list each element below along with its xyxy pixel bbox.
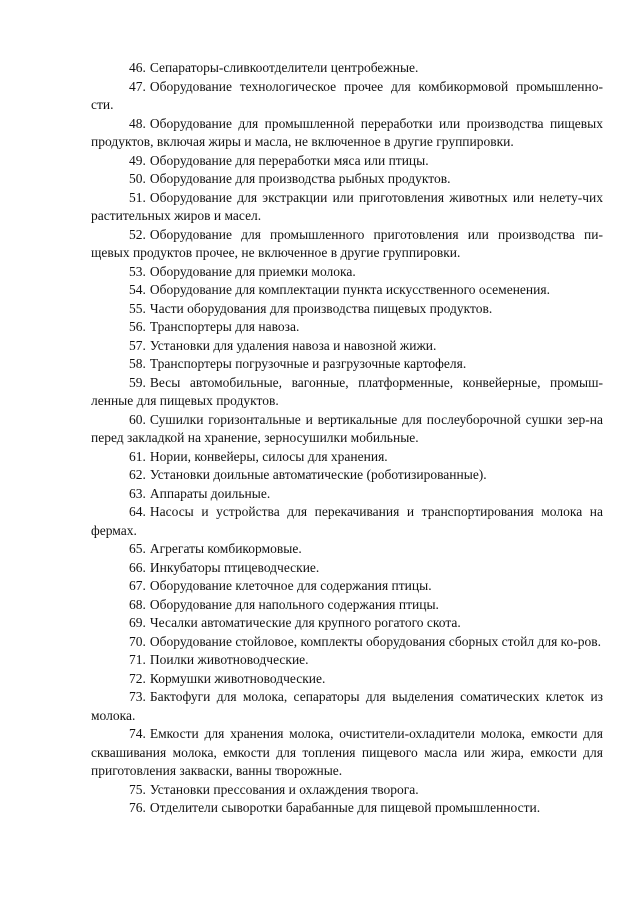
list-item — [91, 614, 603, 633]
item-text: Оборудование для переработки мяса или птицы. — [149, 152, 429, 168]
list-item — [91, 688, 603, 725]
item-number: 55. — [129, 300, 146, 316]
item-text: Кормушки животноводческие. — [149, 670, 326, 686]
item-number: 46. — [129, 60, 146, 75]
item-text: Оборудование технологическое прочее для комбикормовой промышленно-сти. — [91, 78, 603, 112]
list-item — [91, 448, 603, 467]
list-item — [91, 559, 603, 578]
item-text: Установки для удаления навоза и навозной жижи. — [149, 337, 437, 353]
item-text: Оборудование для приемки молока. — [149, 263, 356, 279]
list-item — [91, 318, 603, 337]
item-text: Емкости для хранения молока, очистители-охладители молока, емкости для сквашивания молока, емкости для топления пищевого масла или жира, емкости для приготовления закваски, ванны творожные. — [91, 726, 603, 778]
item-text: Инкубаторы птицеводческие. — [149, 559, 320, 575]
item-text: Установки доильные автоматические (роботизированные). — [149, 467, 487, 482]
item-number: 57. — [129, 337, 146, 353]
item-number: 67. — [129, 578, 146, 593]
list-item — [91, 799, 603, 818]
list-item — [91, 281, 603, 300]
list-item — [91, 411, 603, 448]
list-item — [91, 78, 603, 115]
item-text: Установки прессования и охлаждения творога. — [149, 781, 419, 797]
list-item — [91, 374, 603, 411]
item-number: 52. — [129, 226, 146, 242]
item-text: Отделители сыворотки барабанные для пищевой промышленности. — [149, 800, 541, 815]
list-item — [91, 115, 603, 152]
item-text: Оборудование для промышленной переработки или производства пищевых продуктов, включая жиры и масла, не включенное в другие группировки. — [91, 115, 603, 149]
item-number: 60. — [129, 411, 146, 427]
document-page — [91, 59, 603, 818]
item-text: Нории, конвейеры, силосы для хранения. — [149, 448, 388, 464]
item-number: 53. — [129, 263, 146, 279]
list-item — [91, 337, 603, 356]
item-text: Чесалки автоматические для крупного рогатого скота. — [149, 615, 461, 630]
list-item — [91, 540, 603, 559]
list-item — [91, 466, 603, 485]
item-text: Оборудование клеточное для содержания птицы. — [149, 578, 432, 593]
list-item — [91, 596, 603, 615]
item-text: Поилки животноводческие. — [149, 652, 309, 667]
item-number: 48. — [129, 115, 146, 131]
item-text: Части оборудования для производства пищевых продуктов. — [149, 300, 493, 316]
item-number: 69. — [129, 615, 146, 630]
item-number: 64. — [129, 504, 146, 519]
list-item — [91, 355, 603, 374]
item-text: Транспортеры погрузочные и разгрузочные картофеля. — [149, 356, 467, 371]
item-text: Агрегаты комбикормовые. — [149, 541, 302, 556]
item-text: Аппараты доильные. — [149, 485, 271, 501]
list-item — [91, 633, 603, 652]
item-number: 75. — [129, 781, 146, 797]
list-item — [91, 226, 603, 263]
item-number: 58. — [129, 356, 146, 371]
list-item — [91, 485, 603, 504]
item-number: 49. — [129, 152, 146, 168]
list-item — [91, 300, 603, 319]
item-number: 74. — [129, 726, 146, 741]
list-item — [91, 189, 603, 226]
list-item — [91, 263, 603, 282]
item-text: Оборудование для комплектации пункта искусственного осеменения. — [149, 282, 550, 297]
item-text: Оборудование для экстракции или приготовления животных или нелету-чих растительных жиров и масел. — [91, 189, 603, 223]
item-number: 47. — [129, 78, 146, 94]
item-text: Оборудование для напольного содержания птицы. — [149, 596, 439, 612]
item-text: Оборудование стойловое, комплекты оборудования сборных стойл для ко-ров. — [149, 633, 602, 649]
item-number: 65. — [129, 541, 146, 556]
item-number: 76. — [129, 800, 146, 815]
item-number: 66. — [129, 559, 146, 575]
item-text: Бактофуги для молока, сепараторы для выделения соматических клеток из молока. — [91, 689, 603, 723]
item-text: Оборудование для промышленного приготовления или производства пи-щевых продуктов прочее, не включенное в другие группировки. — [91, 226, 603, 260]
item-text: Сушилки горизонтальные и вертикальные для послеуборочной сушки зер-на перед закладкой на хранение, зерносушилки мобильные. — [91, 411, 603, 445]
item-text: Насосы и устройства для перекачивания и транспортирования молока на фермах. — [91, 504, 603, 538]
list-item — [91, 577, 603, 596]
item-number: 54. — [129, 282, 146, 297]
item-number: 73. — [129, 689, 146, 704]
item-text: Сепараторы-сливкоотделители центробежные. — [149, 60, 419, 75]
item-number: 72. — [129, 670, 146, 686]
list-item — [91, 503, 603, 540]
list-item — [91, 670, 603, 689]
item-number: 56. — [129, 319, 146, 334]
list-item — [91, 781, 603, 800]
list-item — [91, 152, 603, 171]
item-text: Оборудование для производства рыбных продуктов. — [149, 171, 451, 186]
item-number: 50. — [129, 171, 146, 186]
numbered-list — [91, 59, 603, 818]
item-number: 63. — [129, 485, 146, 501]
list-item — [91, 170, 603, 189]
item-number: 70. — [129, 633, 146, 649]
item-number: 68. — [129, 596, 146, 612]
list-item — [91, 59, 603, 78]
item-number: 59. — [129, 374, 146, 390]
list-item — [91, 651, 603, 670]
item-number: 62. — [129, 467, 146, 482]
item-number: 51. — [129, 189, 146, 205]
item-number: 61. — [129, 448, 146, 464]
item-text: Транспортеры для навоза. — [149, 319, 300, 334]
item-number: 71. — [129, 652, 146, 667]
item-text: Весы автомобильные, вагонные, платформенные, конвейерные, промыш-ленные для пищевых продуктов. — [91, 374, 603, 408]
list-item — [91, 725, 603, 781]
